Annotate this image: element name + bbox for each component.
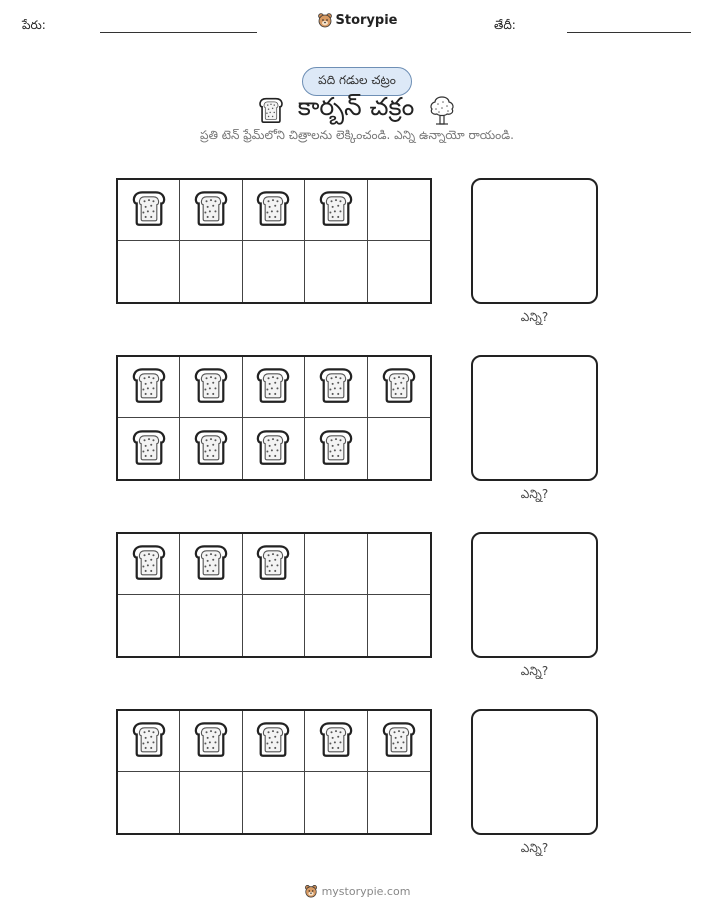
bread-icon [131, 720, 167, 762]
bread-icon [255, 720, 291, 762]
frame-cell [118, 180, 180, 241]
frame-cell [180, 418, 242, 479]
bread-icon [318, 366, 354, 408]
frame-cell [368, 241, 430, 302]
tree-icon [428, 94, 456, 126]
frame-cell [180, 711, 242, 772]
date-line[interactable] [567, 32, 691, 33]
frame-cell [180, 241, 242, 302]
bread-icon [131, 366, 167, 408]
ten-frame-1 [116, 178, 432, 304]
answer-box-1[interactable] [471, 178, 598, 304]
bread-icon [255, 428, 291, 470]
bear-icon [317, 12, 333, 28]
badge-label: పది గడుల చట్రం [318, 73, 396, 87]
frame-cell [243, 418, 305, 479]
ten-frame-3 [116, 532, 432, 658]
bread-icon [318, 720, 354, 762]
ten-frame-4 [116, 709, 432, 835]
page-title: కార్బన్ చక్రం [297, 92, 415, 121]
how-many-label-3: ఎన్ని? [520, 664, 549, 678]
footer [0, 884, 714, 898]
bread-icon [131, 428, 167, 470]
frame-cell [180, 772, 242, 833]
frame-cell [243, 357, 305, 418]
frame-cell [305, 418, 367, 479]
frame-cell [118, 534, 180, 595]
date-label: తేదీ: [494, 18, 516, 32]
frame-cell [368, 772, 430, 833]
frame-cell [305, 241, 367, 302]
bread-icon [131, 189, 167, 231]
ten-frame-2 [116, 355, 432, 481]
bread-icon [318, 189, 354, 231]
bread-icon [258, 96, 284, 124]
how-many-label-2: ఎన్ని? [520, 487, 549, 501]
how-many-label-1: ఎన్ని? [520, 310, 549, 324]
frame-cell [368, 711, 430, 772]
name-line[interactable] [100, 32, 257, 33]
frame-cell [305, 772, 367, 833]
bread-icon [193, 189, 229, 231]
frame-cell [243, 595, 305, 656]
frame-cell [180, 180, 242, 241]
frame-cell [118, 241, 180, 302]
frame-cell [305, 180, 367, 241]
frame-cell [118, 418, 180, 479]
frame-cell [118, 357, 180, 418]
bread-icon [381, 366, 417, 408]
frame-cell [368, 180, 430, 241]
frame-cell [305, 534, 367, 595]
answer-box-2[interactable] [471, 355, 598, 481]
frame-cell [243, 534, 305, 595]
brand-logo [0, 12, 714, 28]
bear-icon [304, 884, 318, 898]
frame-cell [243, 772, 305, 833]
frame-cell [368, 418, 430, 479]
frame-cell [180, 534, 242, 595]
bread-icon [381, 720, 417, 762]
bread-icon [318, 428, 354, 470]
frame-cell [118, 595, 180, 656]
frame-cell [368, 357, 430, 418]
how-many-label-4: ఎన్ని? [520, 841, 549, 855]
frame-cell [243, 711, 305, 772]
title-row [0, 92, 714, 128]
answer-box-3[interactable] [471, 532, 598, 658]
bread-icon [131, 543, 167, 585]
frame-cell [305, 595, 367, 656]
bread-icon [255, 366, 291, 408]
name-label: పేరు: [22, 18, 46, 32]
bread-icon [193, 720, 229, 762]
frame-cell [118, 711, 180, 772]
frame-cell [368, 534, 430, 595]
frame-cell [243, 241, 305, 302]
footer-url[interactable]: mystorypie.com [321, 884, 411, 898]
bread-icon [255, 189, 291, 231]
frame-cell [118, 772, 180, 833]
bread-icon [255, 543, 291, 585]
answer-box-4[interactable] [471, 709, 598, 835]
bread-icon [193, 543, 229, 585]
frame-cell [180, 595, 242, 656]
frame-cell [243, 180, 305, 241]
bread-icon [193, 428, 229, 470]
frame-cell [368, 595, 430, 656]
frame-cell [305, 357, 367, 418]
instructions: ప్రతి టెన్ ఫ్రేమ్‌లోని చిత్రాలను లెక్కించండి. ఎన్ని ఉన్నాయో రాయండి. [200, 128, 514, 142]
brand-name: Storypie [335, 12, 398, 28]
bread-icon [193, 366, 229, 408]
frame-cell [305, 711, 367, 772]
frame-cell [180, 357, 242, 418]
